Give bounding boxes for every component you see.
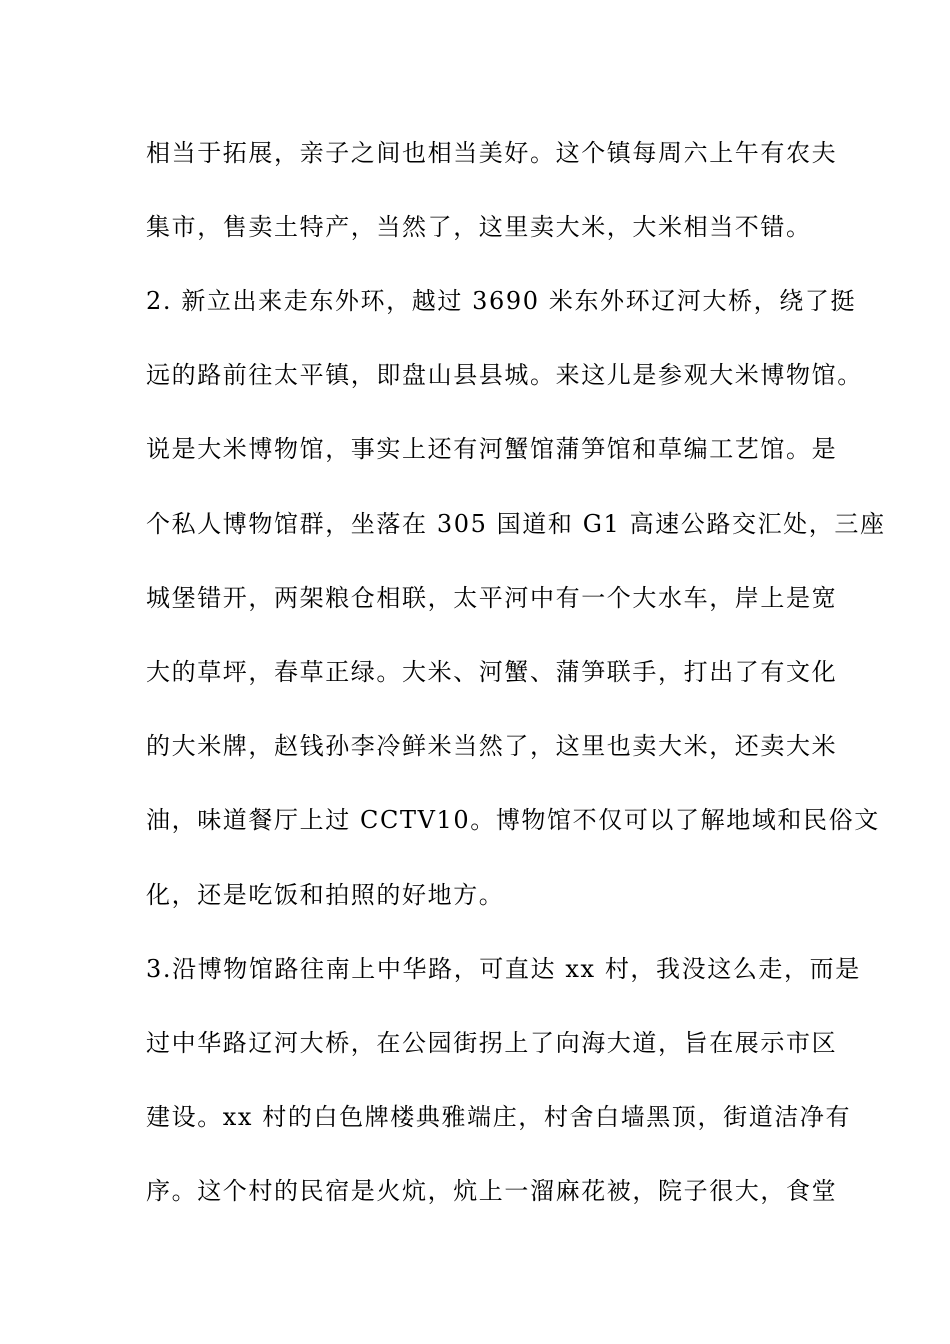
text-line: 序。这个村的民宿是火炕，炕上一溜麻花被，院子很大，食堂 xyxy=(146,1177,838,1205)
text-line: 相当于拓展，亲子之间也相当美好。这个镇每周六上午有农夫 xyxy=(146,139,838,167)
text-line: 说是大米博物馆，事实上还有河蟹馆蒲笋馆和草编工艺馆。是 xyxy=(146,435,838,463)
text-line: 3.沿博物馆路往南上中华路，可直达 xx 村，我没这么走，而是 xyxy=(146,955,861,983)
text-line: 过中华路辽河大桥，在公园街拐上了向海大道，旨在展示市区 xyxy=(146,1029,838,1057)
text-line: 城堡错开，两架粮仓相联，太平河中有一个大水车，岸上是宽 xyxy=(146,584,838,612)
text-line: 油，味道餐厅上过 CCTV10。博物馆不仅可以了解地域和民俗文 xyxy=(146,806,880,834)
text-line: 化，还是吃饭和拍照的好地方。 xyxy=(146,881,505,909)
text-line: 集市，售卖土特产，当然了，这里卖大米，大米相当不错。 xyxy=(146,213,812,241)
text-line: 的大米牌，赵钱孙李冷鲜米当然了，这里也卖大米，还卖大米 xyxy=(146,732,838,760)
text-line: 远的路前往太平镇，即盘山县县城。来这儿是参观大米博物馆。 xyxy=(146,361,863,389)
text-line: 个私人博物馆群，坐落在 305 国道和 G1 高速公路交汇处，三座 xyxy=(146,510,886,538)
text-line: 大的草坪，春草正绿。大米、河蟹、蒲笋联手，打出了有文化 xyxy=(146,658,838,686)
text-line: 建设。xx 村的白色牌楼典雅端庄，村舍白墙黑顶，街道洁净有 xyxy=(146,1103,852,1131)
text-line: 2. 新立出来走东外环，越过 3690 米东外环辽河大桥，绕了挺 xyxy=(146,287,857,315)
